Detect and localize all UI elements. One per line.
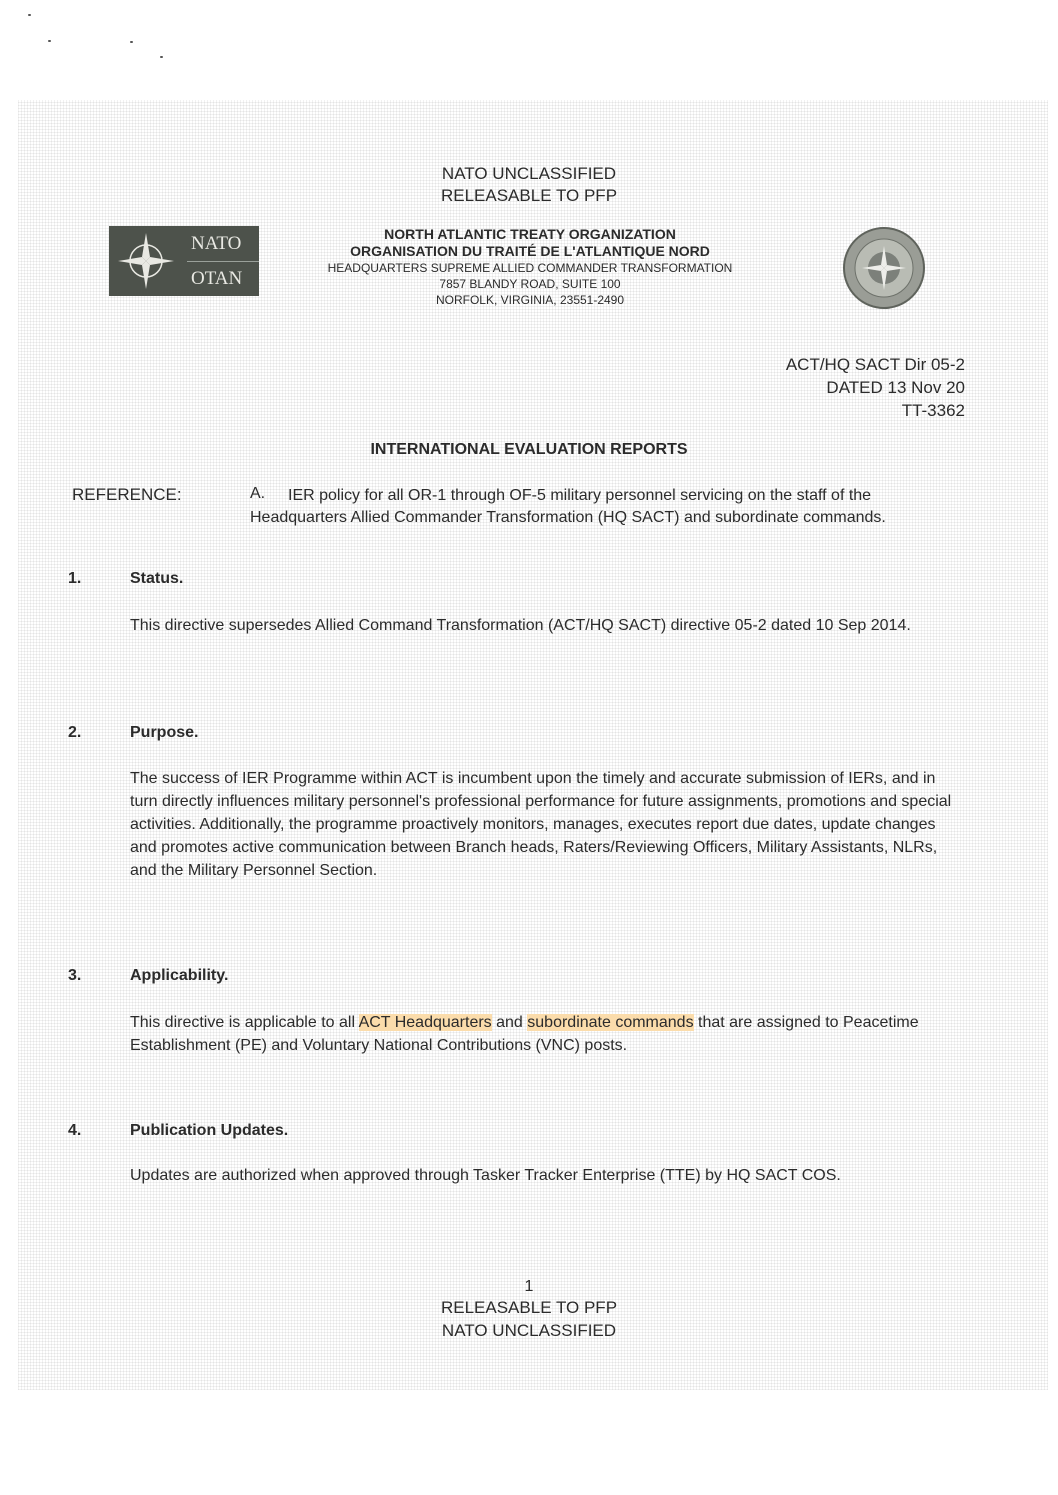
directive-date: DATED 13 Nov 20 — [826, 378, 965, 397]
page-number: 1 — [524, 1278, 534, 1295]
scan-speck — [160, 56, 163, 58]
classification-bottom-line-1: RELEASABLE TO PFP — [440, 1298, 618, 1317]
nato-otan-logo — [109, 226, 259, 296]
section-1-number: 1. — [68, 570, 82, 587]
reference-label: REFERENCE: — [72, 485, 182, 504]
scan-speck — [28, 14, 31, 16]
document-title: INTERNATIONAL EVALUATION REPORTS — [370, 441, 688, 458]
org-name-english: NORTH ATLANTIC TREATY ORGANIZATION — [384, 226, 676, 242]
highlight-subordinate-commands: subordinate commands — [527, 1014, 694, 1031]
section-3-number: 3. — [68, 967, 82, 984]
classification-top-line-1: NATO UNCLASSIFIED — [441, 164, 617, 183]
section-2-body: The success of IER Programme within ACT is incumbent upon the timely and accurate submission of IERs, and in turn directly influences military personnel's professional performance for future assignments, promotions and special activities. Additionally, the programme proactively monitors, manages, executes report due dates, update changes and promotes active communication between Branch heads, Raters/Reviewing Officers, Military Assistants, NLRs, and the Military Personnel Section. — [130, 770, 952, 879]
org-name-french: ORGANISATION DU TRAITÉ DE L'ATLANTIQUE NORD — [350, 243, 710, 259]
tasker-number: TT-3362 — [901, 401, 965, 420]
document-reference-block — [786, 353, 965, 422]
section-3-text: This directive is applicable to all — [130, 1014, 359, 1031]
section-1-title: Status. — [130, 570, 184, 587]
section-3-text: and — [491, 1014, 528, 1031]
section-2-title: Purpose. — [130, 724, 199, 741]
scan-speck — [130, 41, 133, 43]
classification-top-line-2: RELEASABLE TO PFP — [440, 186, 618, 205]
act-command-seal-icon — [842, 226, 926, 310]
directive-number: ACT/HQ SACT Dir 05-2 — [785, 355, 965, 374]
reference-text: IER policy for all OR-1 through OF-5 military personnel servicing on the staff of the Headquarters Allied Commander Transformation (HQ SACT) and subordinate commands. — [250, 487, 886, 526]
logo-divider — [187, 261, 259, 262]
address-line-1: 7857 BLANDY ROAD, SUITE 100 — [439, 277, 621, 291]
classification-bottom-line-2: NATO UNCLASSIFIED — [441, 1321, 617, 1340]
section-1-body: This directive supersedes Allied Command Transformation (ACT/HQ SACT) directive 05-2 dated 10 Sep 2014. — [130, 617, 911, 634]
nato-compass-star-icon — [115, 231, 177, 291]
hq-name: HEADQUARTERS SUPREME ALLIED COMMANDER TRANSFORMATION — [327, 261, 733, 275]
section-4-number: 4. — [68, 1122, 82, 1139]
address-line-2: NORFOLK, VIRGINIA, 23551-2490 — [435, 293, 625, 307]
highlight-act-headquarters: ACT Headquarters — [358, 1014, 492, 1031]
scan-speck — [48, 40, 51, 42]
logo-word-otan: OTAN — [191, 268, 243, 289]
logo-word-nato: NATO — [191, 233, 242, 254]
section-2-number: 2. — [68, 724, 82, 741]
section-3-title: Applicability. — [130, 967, 229, 984]
organization-header — [260, 226, 800, 308]
section-4-title: Publication Updates. — [130, 1122, 289, 1139]
section-4-body: Updates are authorized when approved through Tasker Tracker Enterprise (TTE) by HQ SACT COS. — [130, 1167, 841, 1184]
section-3-body — [130, 1011, 960, 1057]
reference-letter: A. — [250, 485, 266, 502]
section-3-text: that are assigned to Peacetime Establishment (PE) and Voluntary National Contributions (VNC) posts. — [130, 1014, 919, 1054]
